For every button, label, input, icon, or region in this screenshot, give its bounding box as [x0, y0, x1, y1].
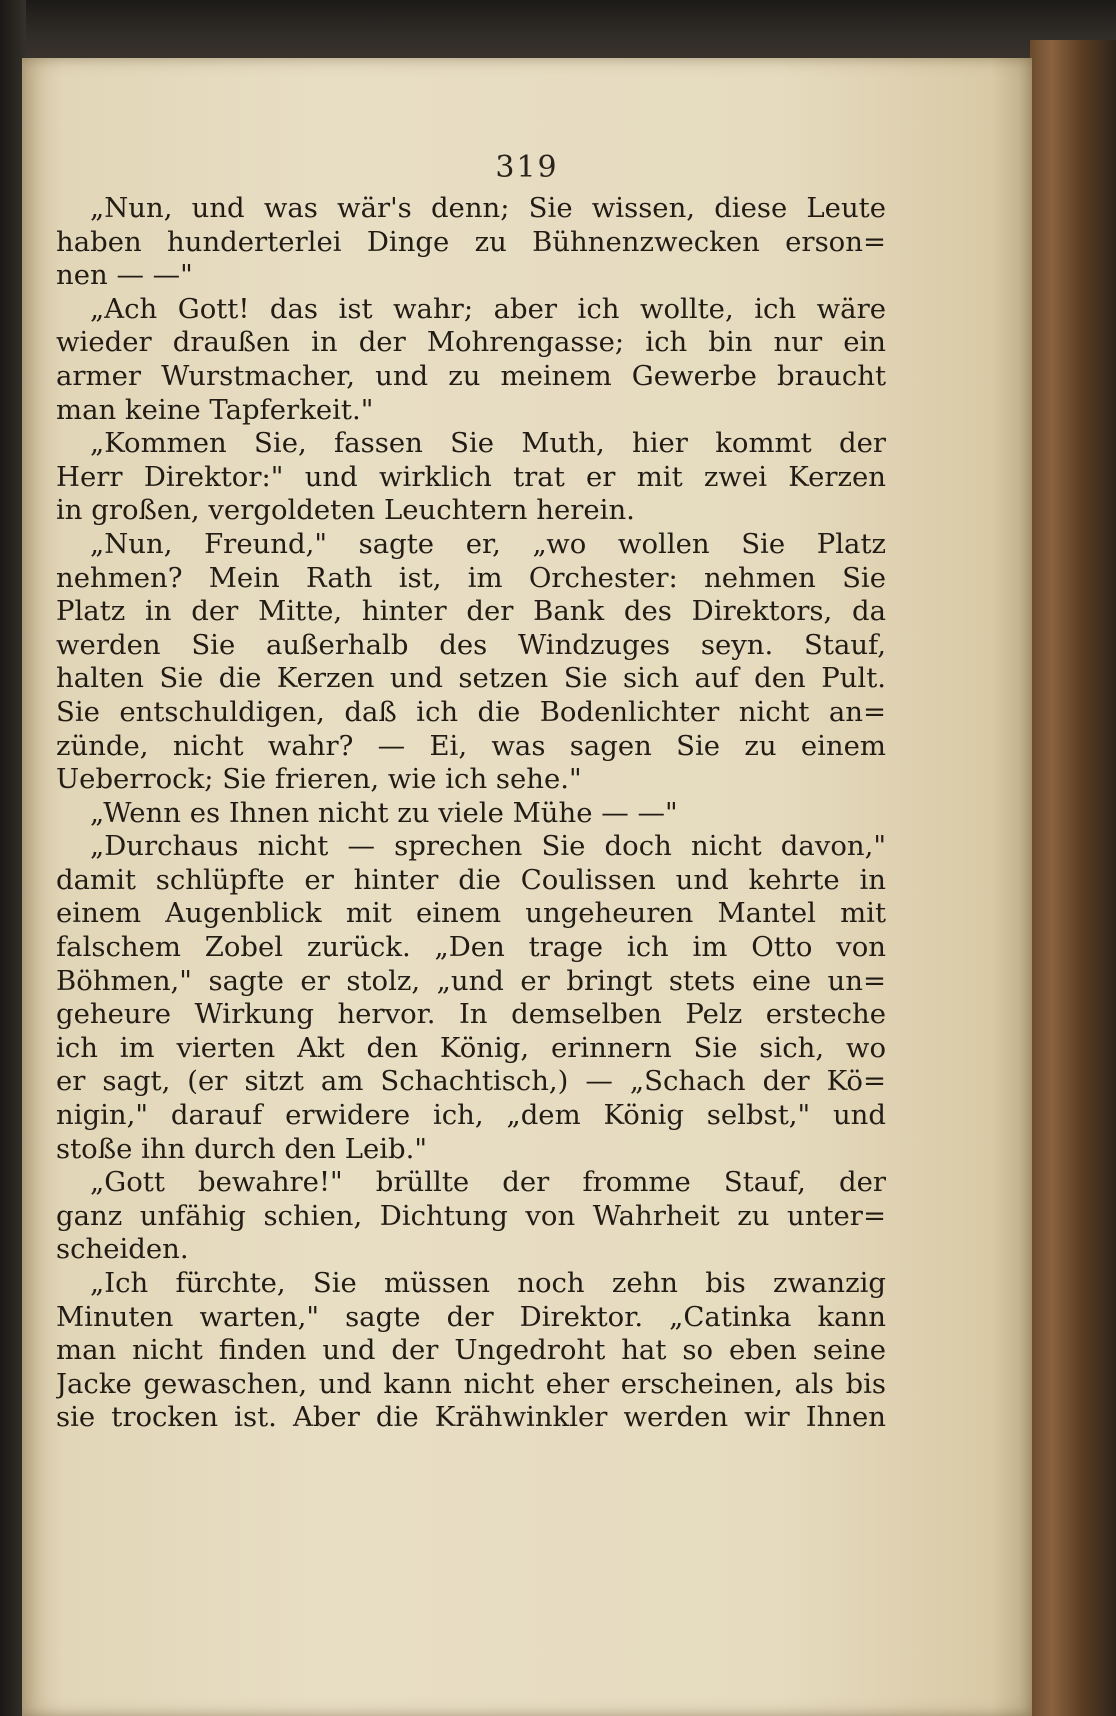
text-line: „Kommen Sie, fassen Sie Muth, hier kommt der [90, 427, 886, 460]
text-line: man nicht finden und der Ungedroht hat so eben seine [56, 1334, 886, 1367]
text-line: falschem Zobel zurück. „Den trage ich im Otto von [56, 931, 886, 964]
text-line: er sagt, (er sitzt am Schachtisch,) — „Schach der Kö= [56, 1065, 886, 1098]
text-line: damit schlüpfte er hinter die Coulissen und kehrte in [56, 863, 886, 896]
text-line: man keine Tapferkeit." [56, 393, 374, 426]
text-line: nigin," darauf erwidere ich, „dem König selbst," und [56, 1099, 886, 1132]
text-line: Böhmen," sagte er stolz, „und er bringt stets eine un= [56, 964, 886, 997]
page-number: 319 [495, 150, 559, 185]
text-line: haben hunderterlei Dinge zu Bühnenzwecken erson= [56, 225, 886, 258]
text-line: einem Augenblick mit einem ungeheuren Mantel mit [56, 897, 886, 930]
text-line: „Ich fürchte, Sie müssen noch zehn bis zwanzig [90, 1267, 886, 1299]
text-line: Sie entschuldigen, daß ich die Bodenlichter nicht an= [56, 695, 886, 728]
text-line: geheure Wirkung hervor. In demselben Pelz ersteche [56, 998, 886, 1031]
text-line: nehmen? Mein Rath ist, im Orchester: nehmen Sie [56, 561, 886, 594]
text-line: Minuten warten," sagte der Direktor. „Catinka kann [56, 1300, 886, 1333]
text-line: Jacke gewaschen, und kann nicht eher erscheinen, als bis [56, 1367, 886, 1400]
book-cover-edge [1030, 40, 1116, 1716]
text-line: stoße ihn durch den Leib." [56, 1132, 428, 1165]
book-binding-top [0, 0, 1116, 62]
text-line: scheiden. [56, 1233, 189, 1266]
text-line: Platz in der Mitte, hinter der Bank des Direktors, da [56, 595, 886, 628]
text-line: werden Sie außerhalb des Windzuges seyn. Stauf, [56, 628, 886, 661]
text-line: „Gott bewahre!" brüllte der fromme Stauf, der [90, 1166, 886, 1199]
text-line: Ueberrock; Sie frieren, wie ich sehe." [56, 763, 582, 796]
text-line: sie trocken ist. Aber die Krähwinkler werden wir Ihnen [56, 1401, 886, 1434]
text-line: „Nun, Freund," sagte er, „wo wollen Sie Platz [90, 527, 886, 560]
text-line: wieder draußen in der Mohrengasse; ich bin nur ein [56, 326, 886, 359]
body-text [56, 192, 886, 1435]
text-line: „Durchaus nicht — sprechen Sie doch nicht davon," [90, 830, 886, 863]
text-line: „Nun, und was wär's denn; Sie wissen, diese Leute [90, 192, 886, 224]
text-line: zünde, nicht wahr? — Ei, was sagen Sie zu einem [56, 729, 886, 762]
text-line: „Wenn es Ihnen nicht zu viele Mühe — —" [90, 796, 678, 829]
book-page [22, 58, 1032, 1716]
text-line: in großen, vergoldeten Leuchtern herein. [56, 494, 635, 527]
text-line: Herr Direktor:" und wirklich trat er mit zwei Kerzen [56, 460, 886, 493]
text-line: ich im vierten Akt den König, erinnern Sie sich, wo [56, 1031, 886, 1064]
text-line: halten Sie die Kerzen und setzen Sie sich auf den Pult. [56, 662, 886, 695]
text-line: armer Wurstmacher, und zu meinem Gewerbe braucht [56, 359, 886, 392]
text-line: „Ach Gott! das ist wahr; aber ich wollte, ich wäre [90, 292, 886, 325]
text-line: nen — —" [56, 259, 193, 292]
text-line: ganz unfähig schien, Dichtung von Wahrheit zu unter= [56, 1199, 886, 1232]
